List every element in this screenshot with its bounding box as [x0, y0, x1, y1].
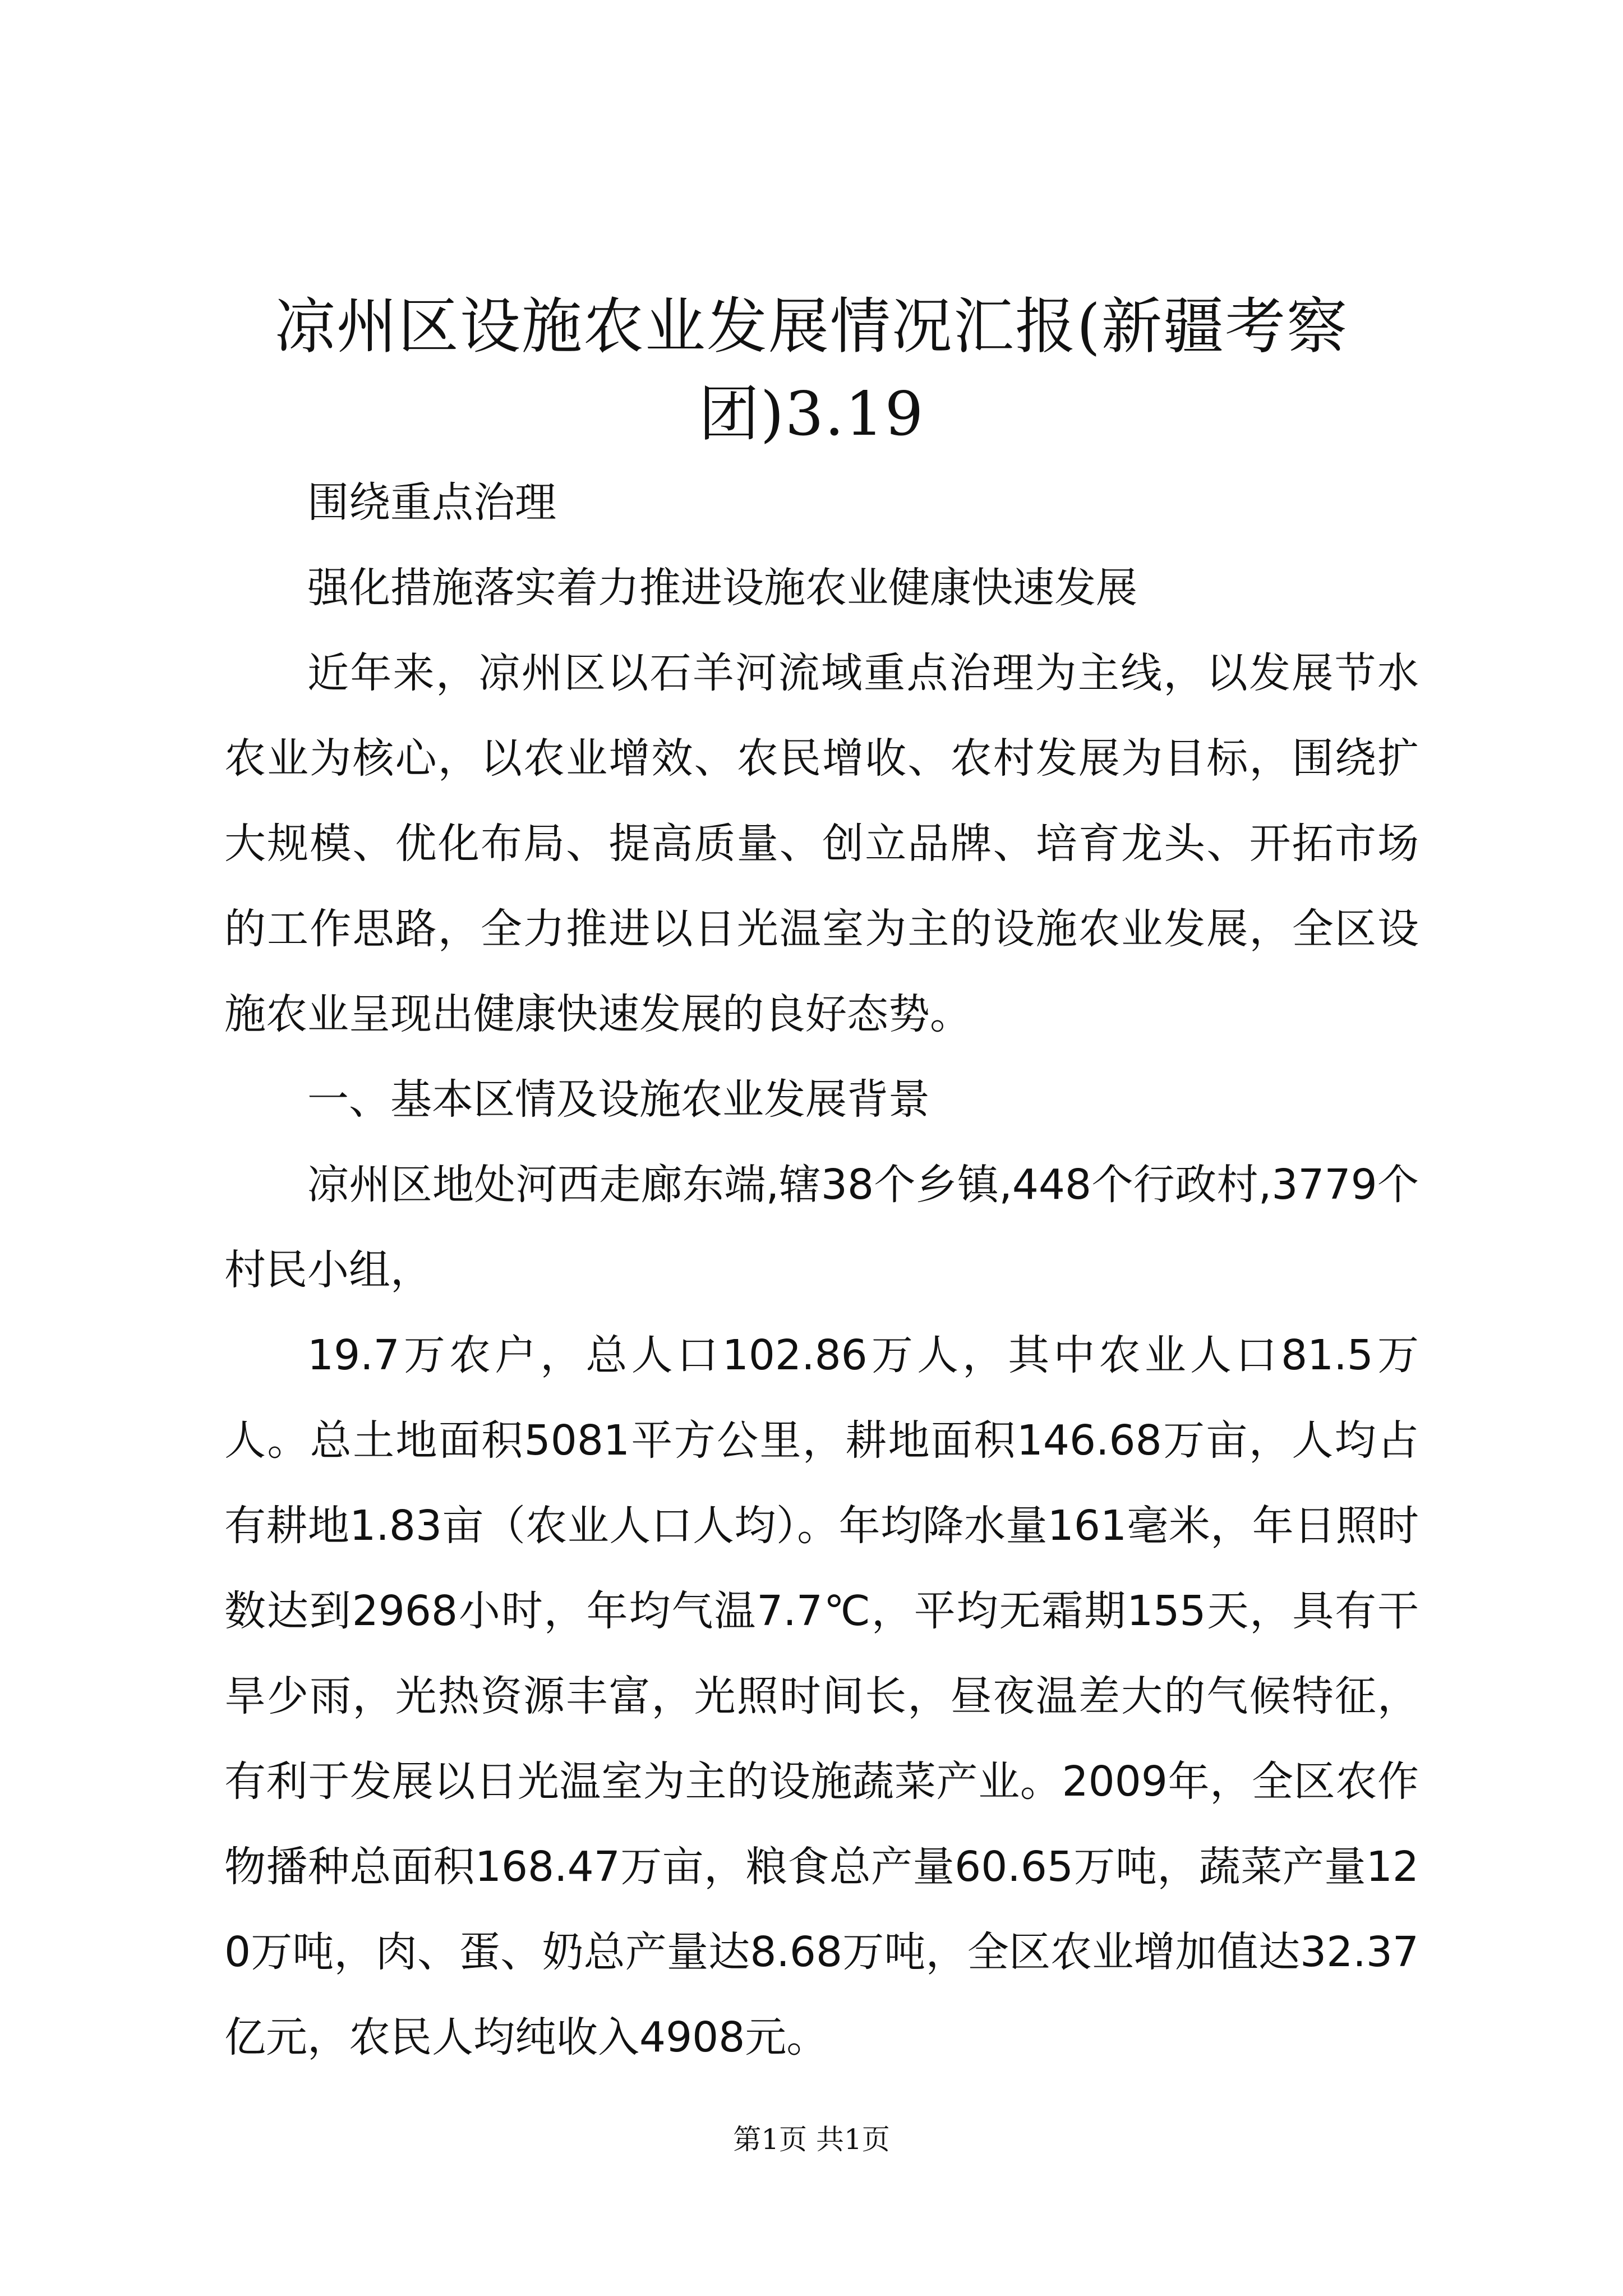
document-body — [224, 460, 1419, 2080]
title-line-1: 凉州区设施农业发展情况汇报(新疆考察 — [274, 292, 1349, 362]
paragraph-subtitle-1: 围绕重点治理 — [307, 478, 556, 527]
paragraph-intro: 近年来，凉州区以石羊河流域重点治理为主线，以发展节水农业为核心，以农业增效、农民增收、农村发展为目标，围绕扩大规模、优化布局、提高质量、创立品牌、培育龙头、开拓市场的工作思路，全力推进以日光温室为主的设施农业发展，全区设施农业呈现出健康快速发展的良好态势。 — [224, 649, 1419, 1038]
paragraph-statistics: 19.7万农户，总人口102.86万人，其中农业人口81.5万人。总土地面积5081平方公里，耕地面积146.68万亩，人均占有耕地1.83亩（农业人口人均）。年均降水量161毫米，年日照时数达到2968小时，年均气温7.7℃，平均无霜期155天，具有干旱少雨，光热资源丰富，光照时间长，昼夜温差大的气候特征，有利于发展以日光温室为主的设施蔬菜产业。2009年，全区农作物播种总面积168.47万亩，粮食总产量60.65万吨，蔬菜产量120万吨，肉、蛋、奶总产量达8.68万吨，全区农业增加值达32.37亿元，农民人均纯收入4908元。 — [224, 1331, 1419, 2062]
title-line-2: 团)3.19 — [698, 379, 925, 449]
section-heading-1: 一、基本区情及设施农业发展背景 — [307, 1075, 930, 1124]
paragraph-region: 凉州区地处河西走廊东端,辖38个乡镇,448个行政村,3779个村民小组， — [224, 1161, 1419, 1294]
page-footer: 第1页 共1页 — [733, 2123, 890, 2156]
paragraph-subtitle-2: 强化措施落实着力推进设施农业健康快速发展 — [307, 564, 1137, 612]
document-title — [224, 283, 1399, 458]
